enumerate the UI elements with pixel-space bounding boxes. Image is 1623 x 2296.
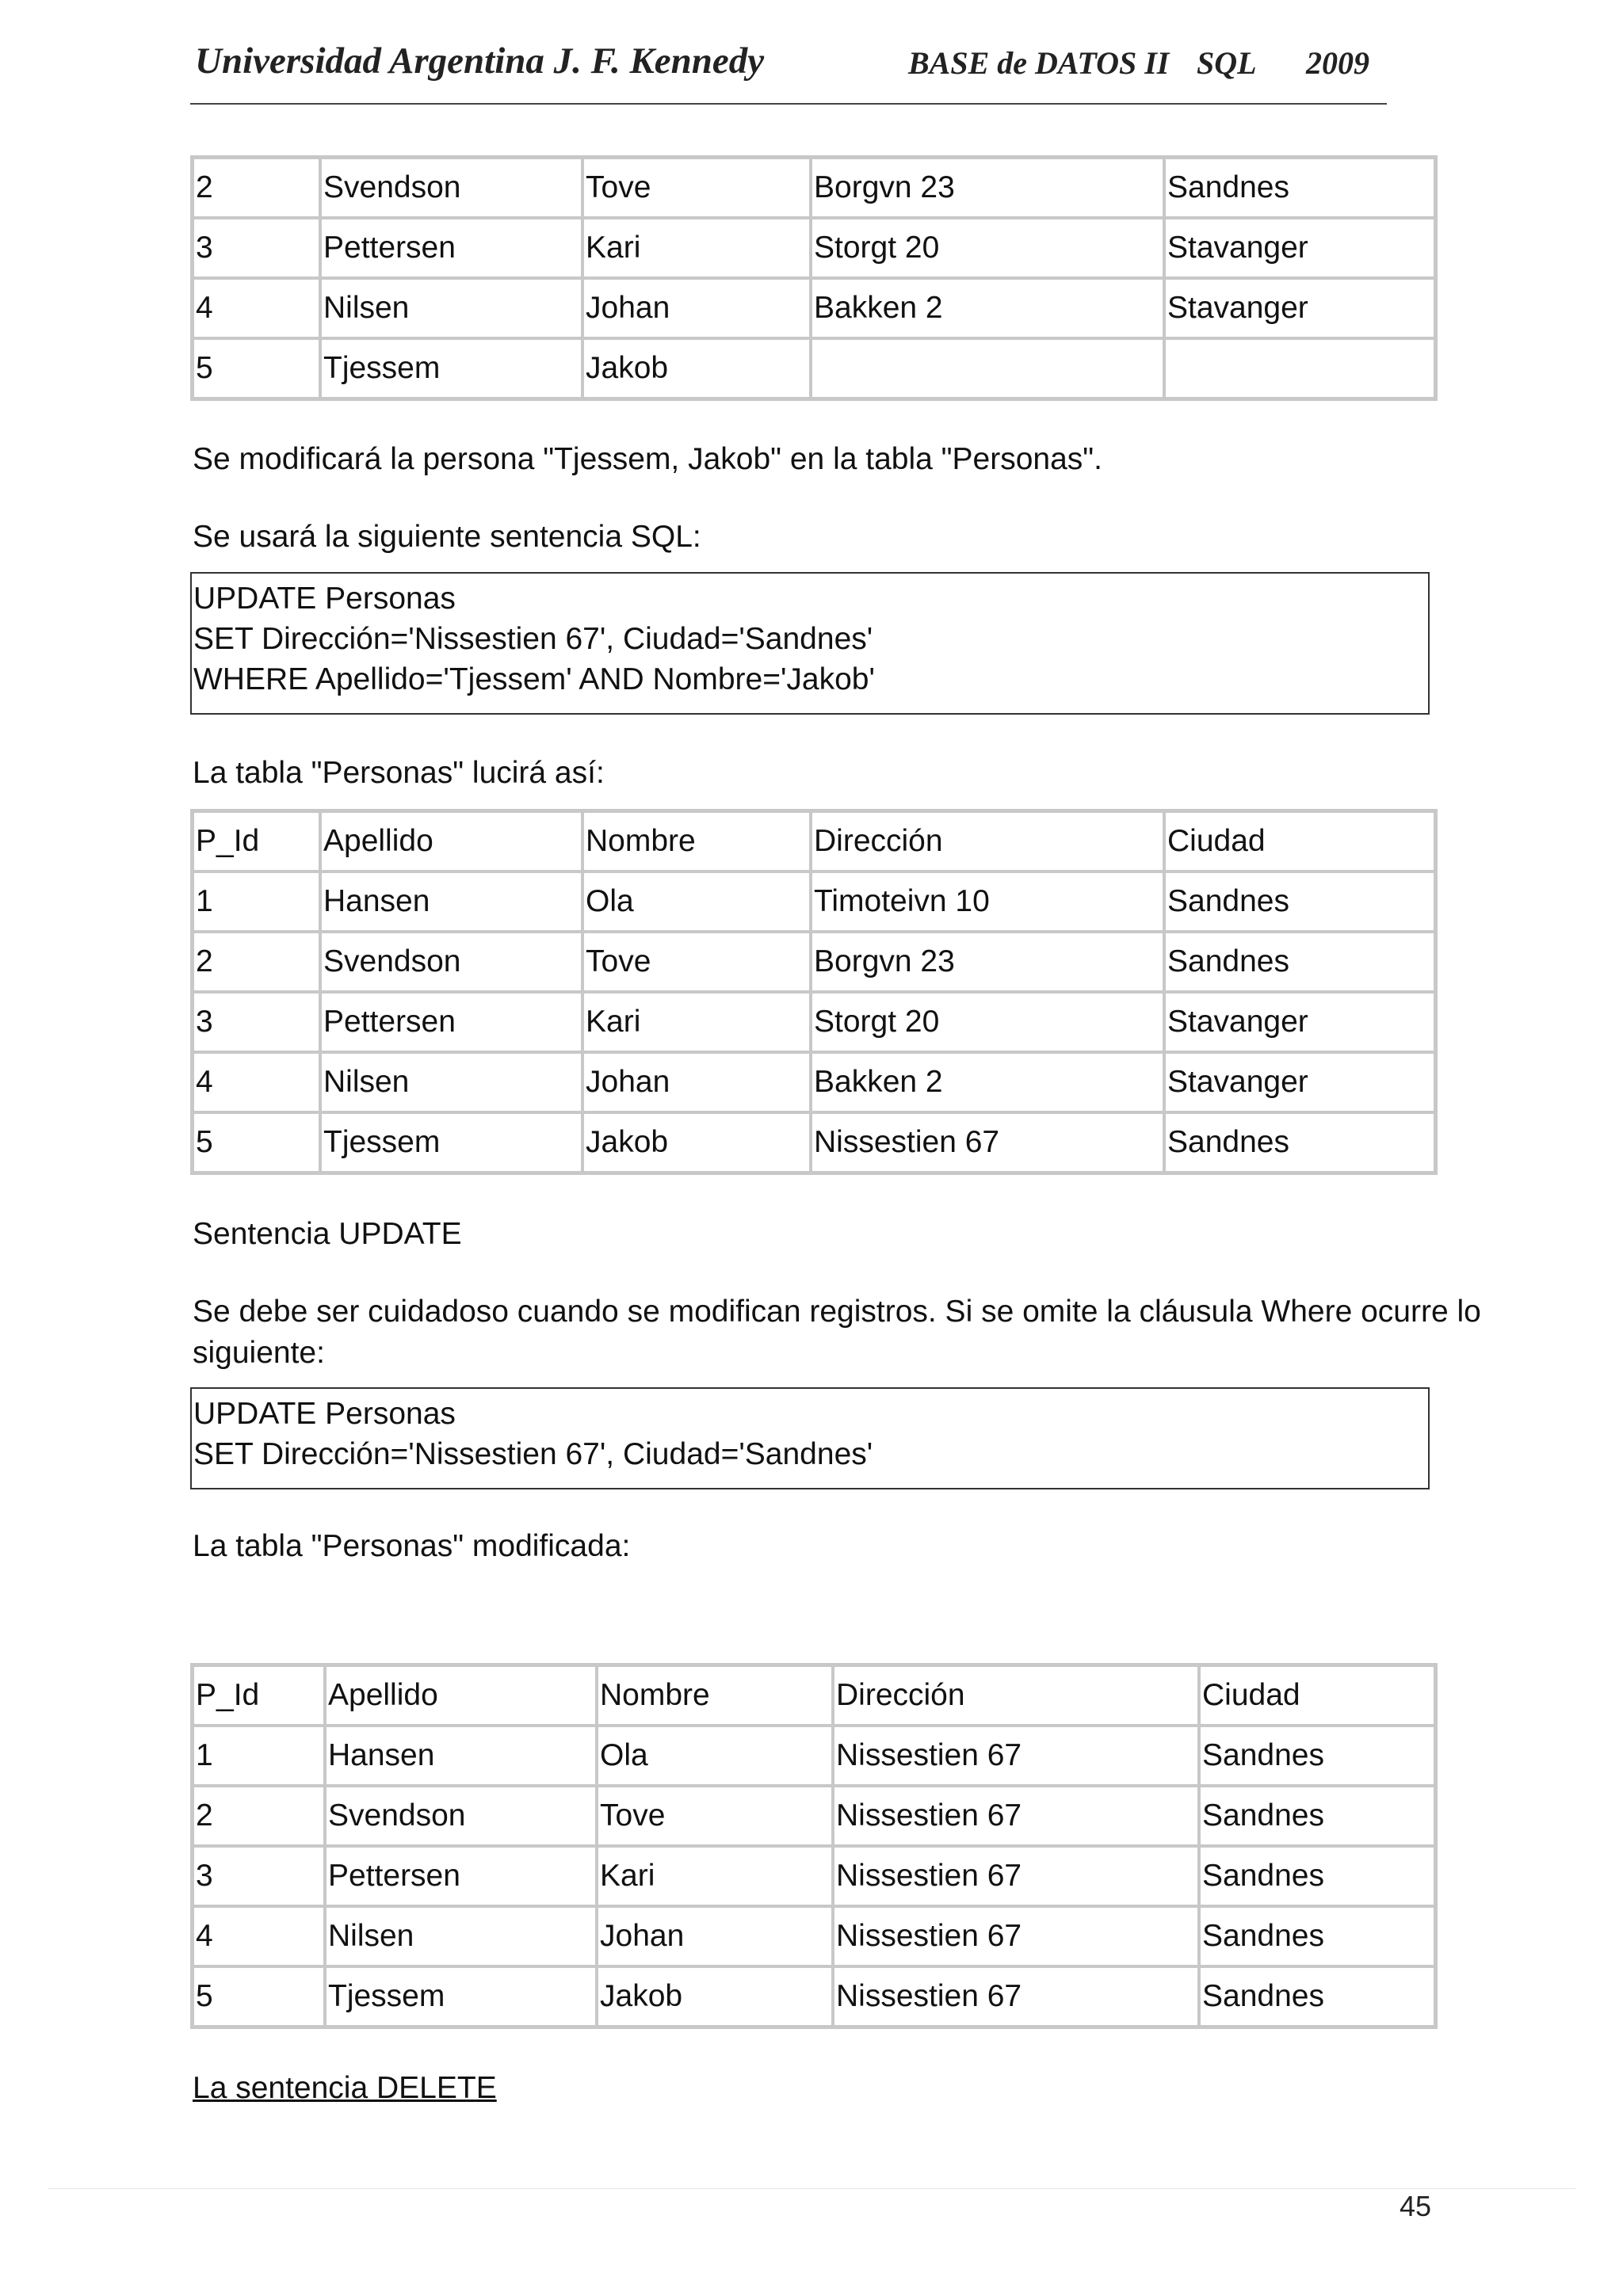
- table-row: [193, 1846, 1435, 1906]
- table-cell: [811, 338, 1164, 399]
- table-cell: Svendson: [325, 1786, 597, 1846]
- table-cell: Nissestien 67: [833, 1846, 1199, 1906]
- table-cell: Bakken 2: [811, 1052, 1164, 1112]
- university-name: Universidad Argentina J. F. Kennedy: [195, 40, 765, 82]
- table-cell: Svendson: [320, 932, 582, 992]
- table-cell: 4: [193, 278, 320, 338]
- table-cell: Timoteivn 10: [811, 871, 1164, 932]
- table-cell: Nissestien 67: [833, 1786, 1199, 1846]
- column-header: Ciudad: [1164, 811, 1435, 871]
- table-row: [193, 1966, 1435, 2027]
- table-cell: Tove: [582, 932, 811, 992]
- column-header: Dirección: [833, 1665, 1199, 1726]
- table-cell: Sandnes: [1164, 871, 1435, 932]
- table-cell: Tjessem: [325, 1966, 597, 2027]
- table-cell: Sandnes: [1199, 1726, 1435, 1786]
- sql-code-block-update-no-where: [190, 1387, 1430, 1489]
- section-heading-update: Sentencia UPDATE: [193, 1217, 462, 1251]
- column-header: Nombre: [597, 1665, 833, 1726]
- table-cell: Stavanger: [1164, 278, 1435, 338]
- footer-divider: [48, 2188, 1575, 2189]
- year-label: 2009: [1306, 45, 1369, 81]
- table-cell: Sandnes: [1199, 1906, 1435, 1966]
- table-cell: 4: [193, 1052, 320, 1112]
- code-line: SET Dirección='Nissestien 67', Ciudad='Sandnes': [193, 1437, 873, 1471]
- table-cell: 1: [193, 871, 320, 932]
- paragraph-table-result: La tabla "Personas" lucirá así:: [193, 756, 605, 790]
- table-row: [193, 218, 1435, 278]
- table-cell: Tjessem: [320, 338, 582, 399]
- paragraph-sql-intro: Se usará la siguiente sentencia SQL:: [193, 520, 701, 554]
- paragraph-line: siguiente:: [193, 1336, 325, 1370]
- table-cell: 3: [193, 218, 320, 278]
- table-cell: Hansen: [325, 1726, 597, 1786]
- column-header: Apellido: [325, 1665, 597, 1726]
- table-cell: Stavanger: [1164, 992, 1435, 1052]
- table-cell: Sandnes: [1164, 932, 1435, 992]
- sql-code-block-update-where: [190, 572, 1430, 715]
- table-cell: Sandnes: [1164, 1112, 1435, 1173]
- table-cell: Nissestien 67: [833, 1966, 1199, 2027]
- personas-table-continued: [190, 155, 1438, 401]
- table-cell: Nissestien 67: [833, 1726, 1199, 1786]
- table-header-row: [193, 1665, 1435, 1726]
- table-cell: [1164, 338, 1435, 399]
- table-cell: Svendson: [320, 158, 582, 218]
- table-cell: Hansen: [320, 871, 582, 932]
- column-header: P_Id: [193, 811, 320, 871]
- table-cell: Johan: [597, 1906, 833, 1966]
- table-cell: Nilsen: [320, 278, 582, 338]
- table-cell: Sandnes: [1164, 158, 1435, 218]
- table-header-row: [193, 811, 1435, 871]
- table-row: [193, 1786, 1435, 1846]
- table-cell: Jakob: [582, 338, 811, 399]
- table-row: [193, 158, 1435, 218]
- table-cell: Borgvn 23: [811, 932, 1164, 992]
- table-cell: Tove: [597, 1786, 833, 1846]
- table-cell: Stavanger: [1164, 218, 1435, 278]
- table-row: [193, 992, 1435, 1052]
- page-header: [190, 32, 1387, 105]
- table-cell: 3: [193, 992, 320, 1052]
- table-cell: 5: [193, 1112, 320, 1173]
- table-cell: Storgt 20: [811, 218, 1164, 278]
- table-cell: Borgvn 23: [811, 158, 1164, 218]
- paragraph-table-modified: La tabla "Personas" modificada:: [193, 1529, 631, 1563]
- table-cell: 2: [193, 932, 320, 992]
- table-cell: Ola: [582, 871, 811, 932]
- table-cell: Kari: [582, 992, 811, 1052]
- course-name: BASE de DATOS II: [908, 45, 1170, 81]
- column-header: Nombre: [582, 811, 811, 871]
- personas-table-all-modified: [190, 1663, 1438, 2029]
- table-cell: Nilsen: [320, 1052, 582, 1112]
- topic-label: SQL: [1197, 45, 1257, 81]
- column-header: Ciudad: [1199, 1665, 1435, 1726]
- table-cell: Storgt 20: [811, 992, 1164, 1052]
- table-row: [193, 278, 1435, 338]
- column-header: Dirección: [811, 811, 1164, 871]
- code-line: UPDATE Personas: [193, 1397, 456, 1431]
- table-cell: Kari: [582, 218, 811, 278]
- column-header: Apellido: [320, 811, 582, 871]
- table-cell: Jakob: [582, 1112, 811, 1173]
- table-cell: Nissestien 67: [833, 1906, 1199, 1966]
- code-line: UPDATE Personas: [193, 582, 456, 616]
- table-cell: Pettersen: [325, 1846, 597, 1906]
- table-body: [193, 811, 1435, 1173]
- table-cell: Tove: [582, 158, 811, 218]
- table-body: [193, 158, 1435, 399]
- table-cell: Johan: [582, 278, 811, 338]
- table-cell: 2: [193, 158, 320, 218]
- table-cell: Kari: [597, 1846, 833, 1906]
- table-cell: 3: [193, 1846, 325, 1906]
- section-link-delete[interactable]: La sentencia DELETE: [193, 2071, 497, 2105]
- table-cell: Tjessem: [320, 1112, 582, 1173]
- paragraph-warning: [193, 1291, 1481, 1374]
- table-cell: Pettersen: [320, 218, 582, 278]
- table-row: [193, 1052, 1435, 1112]
- table-cell: Johan: [582, 1052, 811, 1112]
- page-number: 45: [1400, 2190, 1432, 2222]
- table-cell: Sandnes: [1199, 1846, 1435, 1906]
- table-cell: Sandnes: [1199, 1786, 1435, 1846]
- table-row: [193, 338, 1435, 399]
- personas-table-updated: [190, 809, 1438, 1175]
- table-row: [193, 1112, 1435, 1173]
- table-cell: 4: [193, 1906, 325, 1966]
- code-line: WHERE Apellido='Tjessem' AND Nombre='Jakob': [193, 662, 875, 696]
- table-cell: Ola: [597, 1726, 833, 1786]
- column-header: P_Id: [193, 1665, 325, 1726]
- paragraph-modify-person: Se modificará la persona "Tjessem, Jakob" en la tabla "Personas".: [193, 442, 1102, 476]
- table-cell: 2: [193, 1786, 325, 1846]
- table-row: [193, 1726, 1435, 1786]
- table-cell: 5: [193, 338, 320, 399]
- paragraph-line: Se debe ser cuidadoso cuando se modifican registros. Si se omite la cláusula Where ocurre lo: [193, 1295, 1481, 1329]
- table-cell: Sandnes: [1199, 1966, 1435, 2027]
- table-cell: Stavanger: [1164, 1052, 1435, 1112]
- table-cell: Bakken 2: [811, 278, 1164, 338]
- table-cell: 5: [193, 1966, 325, 2027]
- table-row: [193, 871, 1435, 932]
- code-line: SET Dirección='Nissestien 67', Ciudad='Sandnes': [193, 622, 873, 656]
- table-row: [193, 1906, 1435, 1966]
- table-cell: Nissestien 67: [811, 1112, 1164, 1173]
- table-row: [193, 932, 1435, 992]
- table-cell: Jakob: [597, 1966, 833, 2027]
- table-cell: 1: [193, 1726, 325, 1786]
- table-body: [193, 1665, 1435, 2027]
- table-cell: Nilsen: [325, 1906, 597, 1966]
- table-cell: Pettersen: [320, 992, 582, 1052]
